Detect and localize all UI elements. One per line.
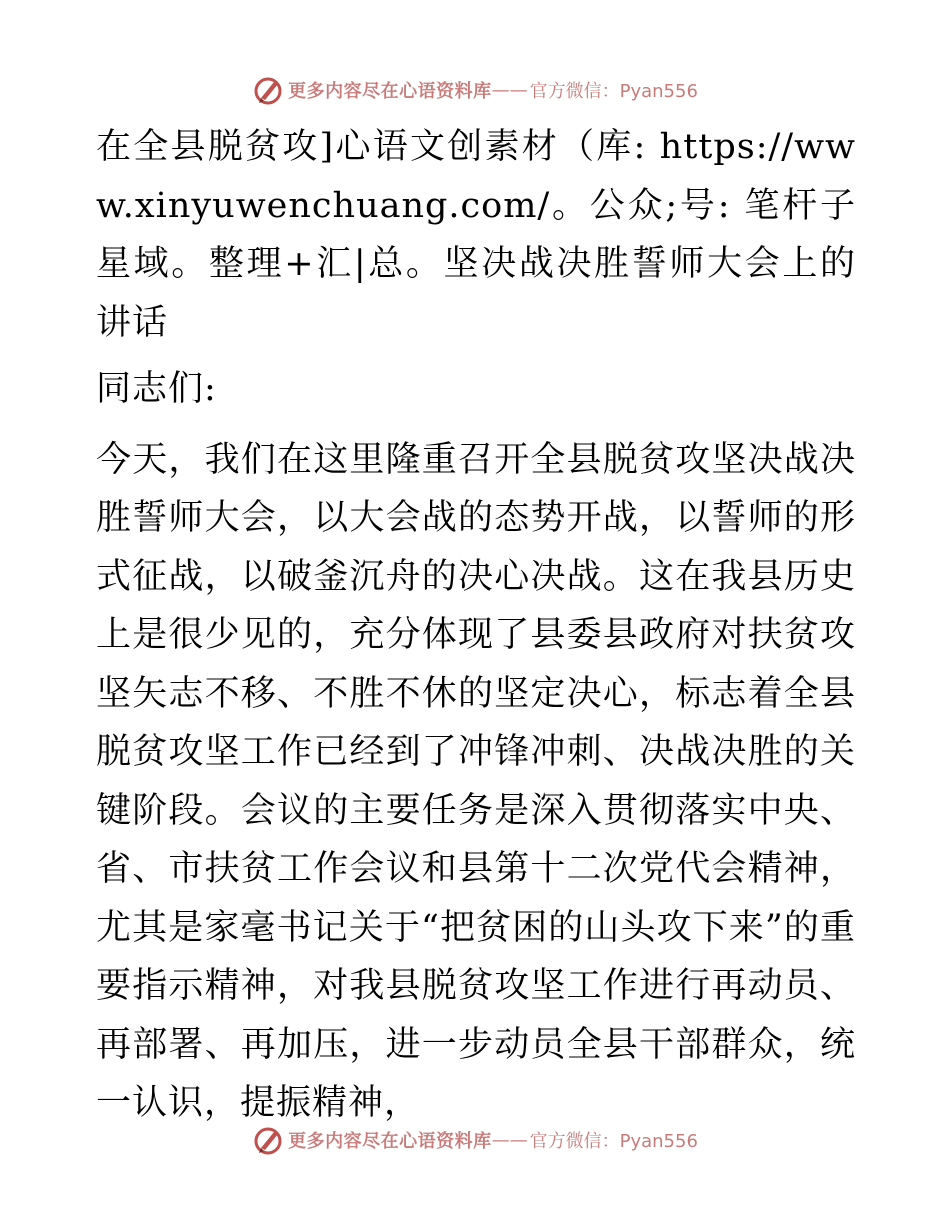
footer-banner bbox=[0, 1120, 950, 1160]
brush-logo-icon bbox=[252, 1124, 284, 1156]
banner-text: 更多内容尽在心语资料库 bbox=[288, 1131, 492, 1152]
banner-text: 更多内容尽在心语资料库 bbox=[288, 81, 492, 102]
banner-contact: 官方微信：Pyan556 bbox=[529, 1131, 698, 1152]
banner-contact: 官方微信：Pyan556 bbox=[529, 81, 698, 102]
header-banner bbox=[0, 70, 950, 110]
paragraph-1: 今天，我们在这里隆重召开全县脱贫攻坚决战决胜誓师大会，以大会战的态势开战，以誓师的形式征战，以破釜沉舟的决心决战。这在我县历史上是很少见的，充分体现了县委县政府对扶贫攻坚矢志不移、不胜不休的坚定决心，标志着全县脱贫攻坚工作已经到了冲锋冲刺、决战决胜的关键阶段。会议的主要任务是深入贯彻落实中央、省、市扶贫工作会议和县第十二次党代会精神，尤其是家毫书记关于“把贫困的山头攻下来”的重要指示精神，对我县脱贫攻坚工作进行再动员、再部署、再加压，进一步动员全县干部群众，统一认识，提振精神， bbox=[96, 439, 856, 1123]
document-body bbox=[96, 118, 856, 1145]
document-title: 在全县脱贫攻]心语文创素材（库: https://www.xinyuwenchuang.com/。公众;号: 笔杆子星域。整理+汇|总。坚决战决胜誓师大会上的讲话 bbox=[96, 127, 856, 343]
salutation: 同志们: bbox=[96, 369, 217, 409]
banner-dash: —— bbox=[491, 79, 528, 101]
brush-logo-icon bbox=[252, 74, 284, 106]
banner-dash: —— bbox=[491, 1129, 528, 1151]
